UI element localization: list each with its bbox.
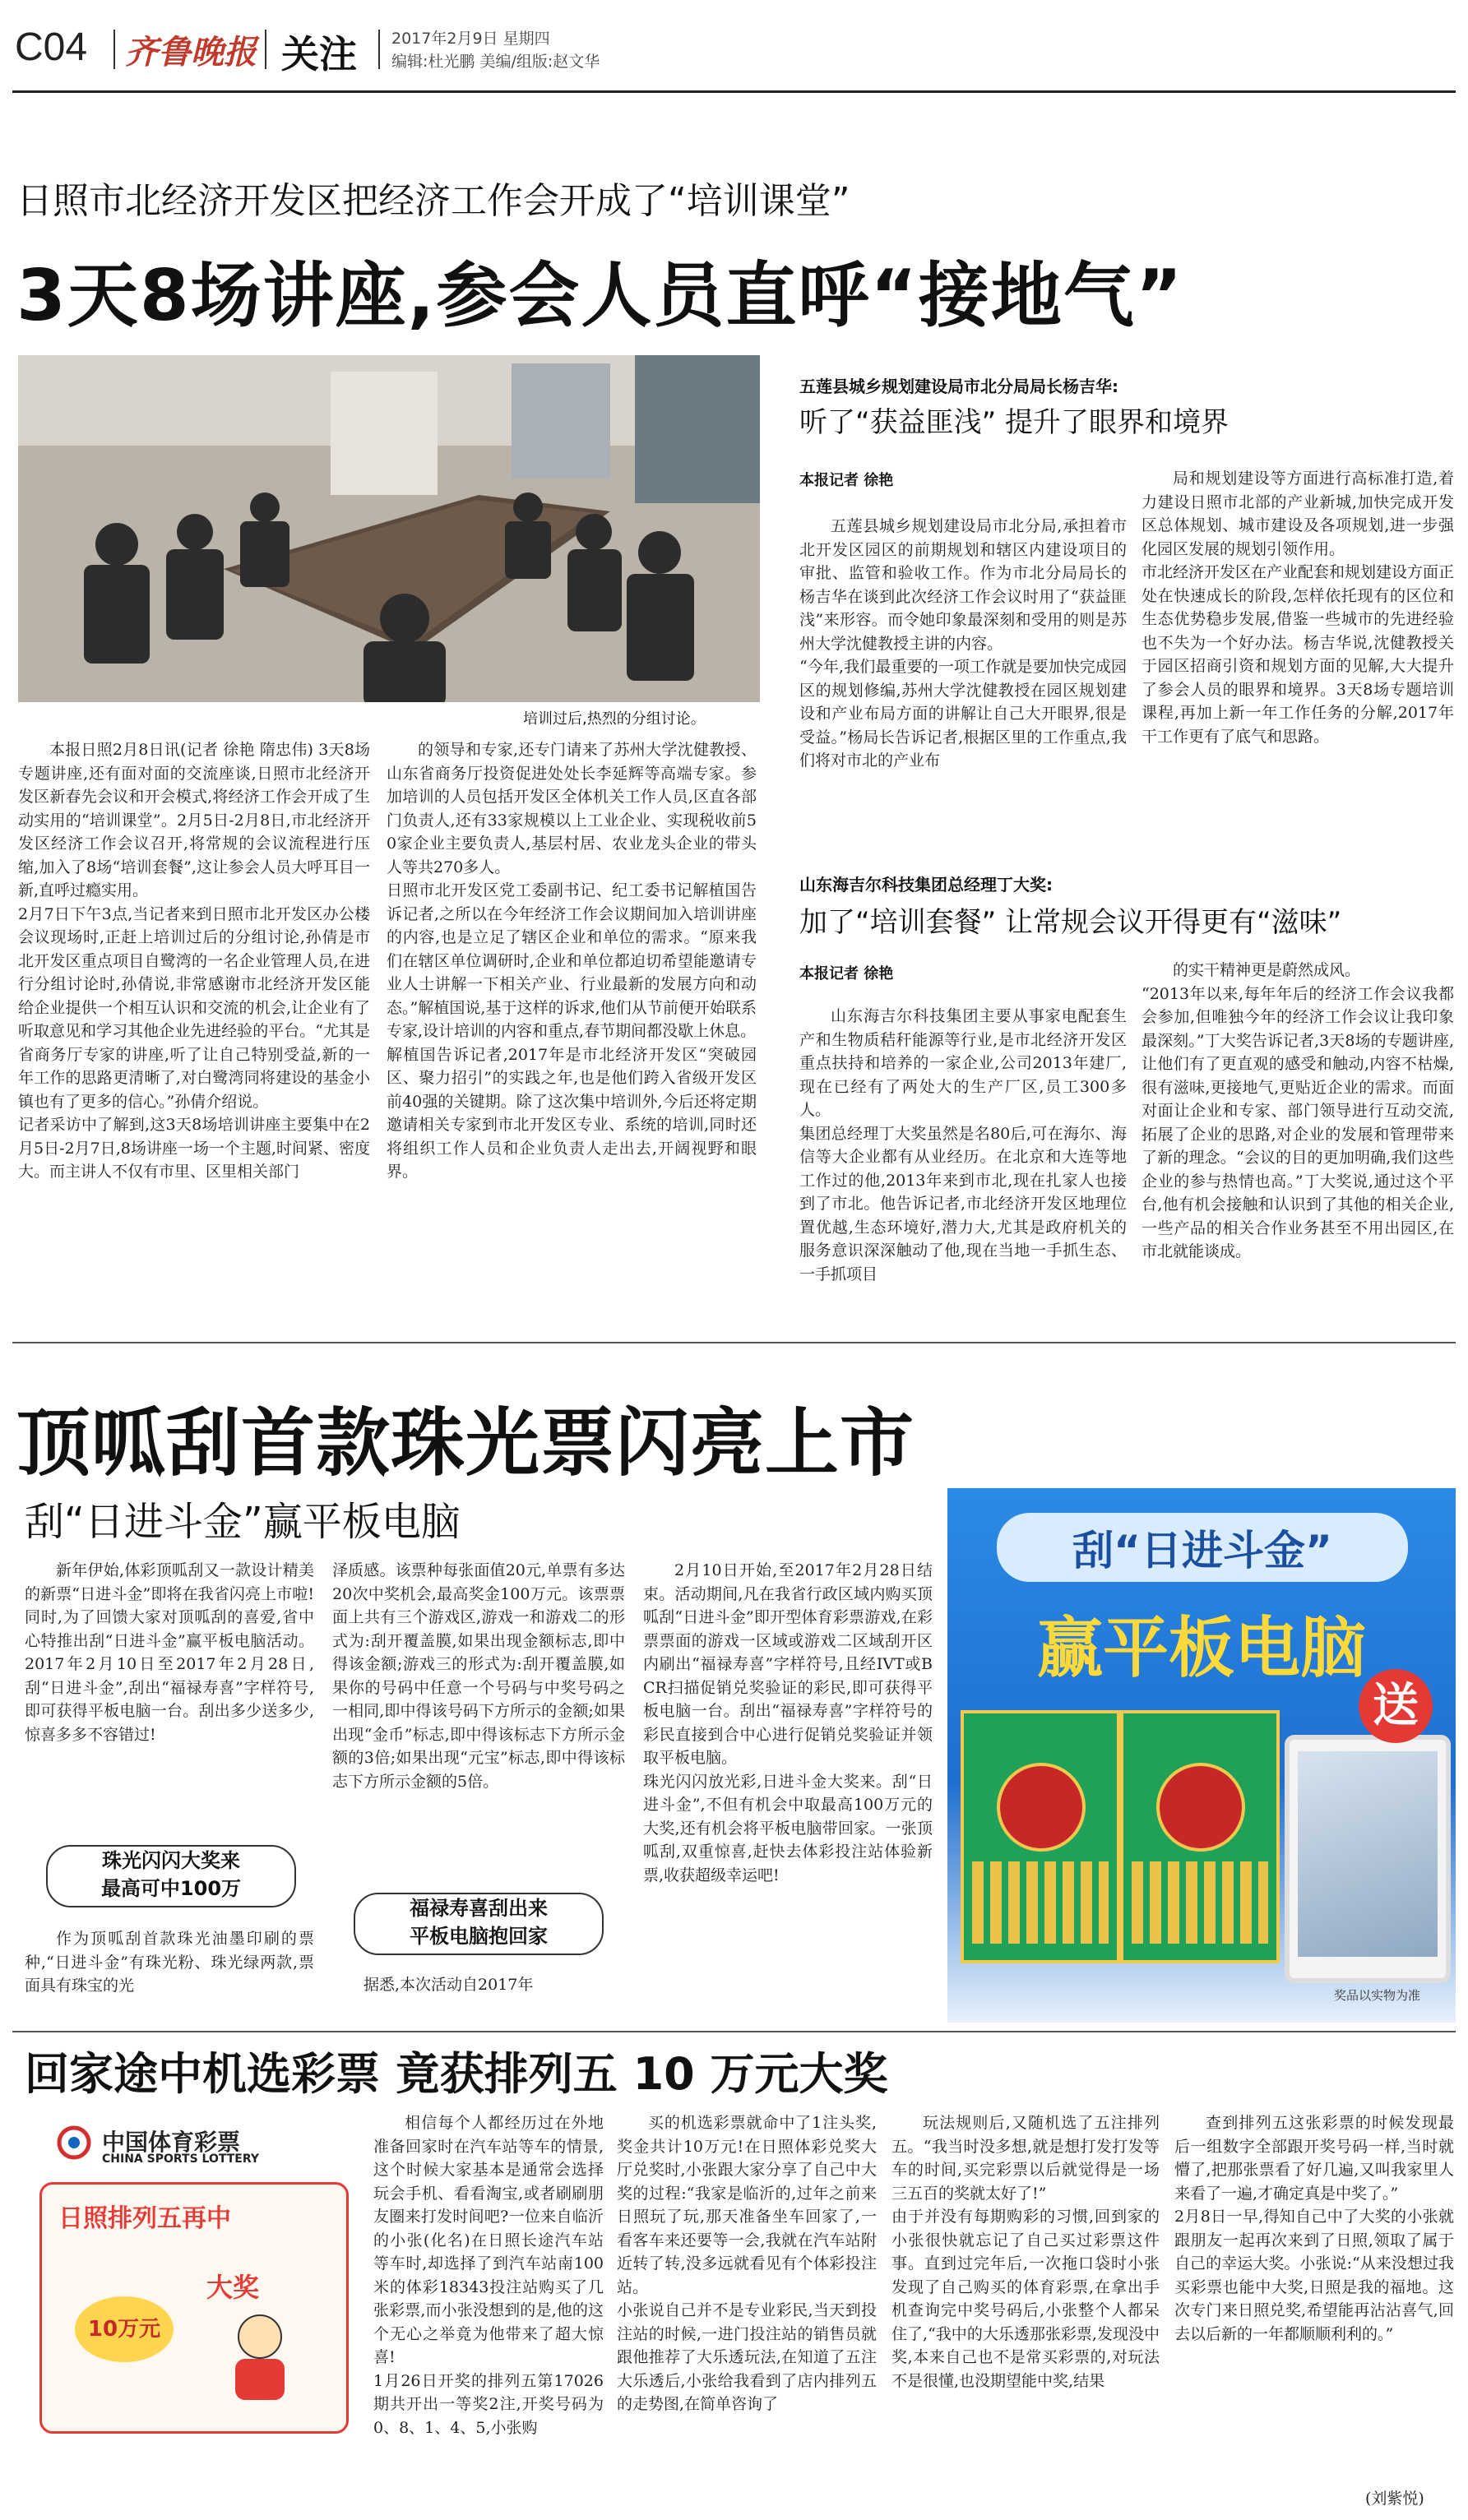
- story1-body-col1: 本报日照2月8日讯(记者 徐艳 隋忠伟) 3天8场专题讲座,还有面对面的交流座谈,日照市北经济开发区新春先会议和开会模式,将经济工作会开成了生动实用的“培训课堂”。2月5日-2月8日,市北经济开发区经济工作会议召开,将常规的会议流程进行压缩,加入了8场“培训套餐”,这让参会人员大呼耳目一新,直呼过瘾实用。 2月7日下午3点,当记者来到日照市北开发区办公楼会议现场时,正赶上培训过后的分组讨论,孙倩是市北开发区重点项目自鹭湾的一名企业管理人员,在进行分组讨论时,孙倩说,非常感谢市北经济开发区能给企业提供一个相互认识和交流的机会,让企业有了听取意见和学习其他企业先进经验的平台。“尤其是省商务厅专家的讲座,听了让自己特别受益,新的一年工作的思路更清晰了,对白鹭湾同将建设的基金小镇也有了更多的信心。”孙倩介绍说。 记者采访中了解到,这3天8场培训讲座主要集中在2月5日-2月7日,8场讲座一场一个主题,时间紧、密度大。而主讲人不仅有市里、区里相关部门: [18, 741, 370, 1181]
- pill2-line2: 平板电脑抱回家: [410, 1925, 548, 1948]
- section-name: 关注: [281, 32, 357, 76]
- side1-col2: 局和规划建设等方面进行高标准打造,着力建设日照市北部的产业新城,加快完成开发区总体规划、城市建设及各项规划,进一步强化园区发展的规划引领作用。 市北经济开发区在产业配套和规划建设方面正处在快速成长的阶段,怎样依托现有的区位和生态优势稳步发展,借鉴一些城市的先进经验也不失为一个好办法。杨吉华说,沈健教授关于园区招商引资和规划方面的见解,大大提升了参会人员的眼界和境界。3天8场专题培训课程,再加上新一年工作任务的分解,2017年干工作更有了底气和思路。: [1142, 469, 1454, 746]
- logo-en: CHINA SPORTS LOTTERY: [102, 2152, 259, 2166]
- side2-byline: 本报记者 徐艳: [799, 965, 894, 983]
- story1-kicker: 日照市北经济开发区把经济工作会开成了“培训课堂”: [16, 180, 850, 222]
- story3-col4: 查到排列五这张彩票的时候发现最后一组数字全部跟开奖号码一样,当时就懵了,把那张票看了好几遍,又叫我家里人来看了一遍,才确定真是中奖了。” 2月8日一早,得知自己中了大奖的小张就跟朋友一起再次来到了日照,领取了属于自己的幸运大奖。小张说:“从来没想过我买彩票也能中大奖,日照是我的福地。这次专门来日照兑奖,希望能再沾沾喜气,回去以后新的一年都顺顺利利的。”: [1174, 2114, 1454, 2343]
- tablet-image: [1285, 1735, 1451, 1983]
- story3-col1: 相信每个人都经历过在外地准备回家时在汽车站等车的情景,这个时候大家基本是通常会选择玩会手机、看看淘宝,或者刷刷朋友圈来打发时间吧?一位来自临沂的小张(化名)在日照长途汽车站等车时,却选择了到汽车站南100米的体彩18343投注站购买了几张彩票,而小张没想到的是,他的这个无心之举竟为他带来了超大惊喜! 1月26日开奖的排列五第17026期共开出一等奖2注,开奖号码为0、8、1、4、5,小张购: [373, 2114, 604, 2437]
- editor-credits: 编辑:杜光鹏 美编/组版:赵文华: [391, 53, 600, 71]
- side2-col2: 的实干精神更是蔚然成风。 “2013年以来,每年年后的经济工作会议我都会参加,但唯独今年的经济工作会议让我印象最深刻。”丁大奖告诉记者,3天8场的专题讲座,让他们有了更直观的感受和触动,内容不枯燥,很有滋味,更接地气,更贴近企业的需求。而面对面让企业和专家、部门领导进行互动交流,拓展了企业的思路,对企业的发展和管理带来了新的理念。“会议的目的更加明确,我们这些企业的参与热情也高。”丁大奖说,通过这个平台,他有机会接触和认识到了其他的相关企业,一些产品的相关合作业务甚至不用出园区,在市北就能谈成。: [1142, 961, 1454, 1260]
- pill2-line1: 福禄寿喜刮出来: [410, 1897, 548, 1920]
- lottery-logo-icon: [56, 2125, 92, 2161]
- lottery-logo-panel: [23, 2115, 360, 2448]
- side1-kicker: 五莲县城乡规划建设局市北分局局长杨吉华:: [799, 377, 1118, 396]
- ad-subtitle: 赢平板电脑: [1037, 1610, 1366, 1686]
- meeting-illustration: [18, 355, 760, 702]
- pill-pearl-prize: [46, 1845, 296, 1907]
- story2-col2: 泽质感。该票种每张面值20元,单票有多达20次中奖机会,最高奖金100万元。该票票面上共有三个游戏区,游戏一和游戏二的形式为:刮开覆盖膜,如果出现金额标志,即中得该金额;游戏三的形式为:刮开覆盖膜,如果你的号码中任意一个号码与中奖号码之一相同,即中得该号码下方所示的金额;如果出现“金币”标志,即中得该标志下方所示金额的3倍;如果出现“元宝”标志,即中得该标志下方所示金额的5倍。: [332, 1561, 625, 1791]
- pill1-line1: 珠光闪闪大奖来: [102, 1849, 240, 1872]
- cartoon-figure: [215, 2308, 305, 2407]
- logo-cn: 中国体育彩票: [102, 2129, 241, 2156]
- lottery-ad: [947, 1488, 1456, 2023]
- side1-col1: 五莲县城乡规划建设局市北分局,承担着市北开发区园区的前期规划和辖区内建设项目的审批、监管和验收工作。作为市北分局局长的杨吉华在谈到此次经济工作会议时用了“获益匪浅”来形容。而令她印象最深刻和受用的则是苏州大学沈健教授主讲的内容。 “今年,我们最重要的一项工作就是要加快完成园区的规划修编,苏州大学沈健教授在园区规划建设和产业布局方面的讲解让自己大开眼界,很是受益。”杨局长告诉记者,根据区里的工作重点,我们将对市北的产业布: [799, 517, 1127, 770]
- ad-note: 奖品以实物为准: [1334, 1988, 1421, 2003]
- story3-credit: (刘紫悦): [1365, 2490, 1424, 2508]
- story1-headline: 3天8场讲座,参会人员直呼“接地气”: [16, 255, 1184, 337]
- promo-banner: 日照排列五再中: [58, 2204, 231, 2233]
- side2-col1: 山东海吉尔科技集团主要从事家电配套生产和生物质秸秆能源等行业,是市北经济开发区重点扶持和培养的一家企业,公司2013年建厂,现在已经有了两处大的生产厂区,员工300多人。 集团总经理丁大奖虽然是名80后,可在海尔、海信等大企业都有从业经历。在北京和大连等地工作过的他,2013年来到市北,现在扎家人也接到了市北。他告诉记者,市北经济开发区地理位置优越,生态环境好,潜力大,尤其是政府机关的服务意识深深触动了他,现在当地一手抓生态、一手抓项目: [799, 1007, 1127, 1283]
- section-divider-2: [12, 2031, 1456, 2032]
- story2-col3: 2月10日开始,至2017年2月28日结束。活动期间,凡在我省行政区域内购买顶呱刮“日进斗金”即开型体育彩票游戏,在彩票票面的游戏一区域或游戏二区域刮开区内刷出“福禄寿喜”字样符号,且经IVT或BCR扫描促销兑奖验证的彩民,即可获得平板电脑一台。刮出“福禄寿喜”字样符号的彩民直接到合中心进行促销兑奖验证并领取平板电脑。 珠光闪闪放光彩,日进斗金大奖来。刮“日进斗金”,不但有机会中取最高100万元的大奖,还有机会将平板电脑带回家。一张顶呱刮,双重惊喜,赶快去体彩投注站体验新票,收获超级幸运吧!: [643, 1561, 933, 1884]
- pill-tablet-prize: [354, 1893, 604, 1955]
- story2-subhead: 刮“日进斗金”赢平板电脑: [25, 1499, 461, 1545]
- story3-col2: 买的机选彩票就命中了1注头奖,奖金共计10万元!在日照体彩兑奖大厅兑奖时,小张跟大家分享了自己中大奖的过程:“我家是临沂的,过年之前来日照玩了玩,那天准备坐车回家了,一看客车来还要等一会,我就在汽车站附近转了转,没多远就看见有个体彩投注站。 小张说自己并不是专业彩民,当天到投注站的时候,一进门投注站的销售员就跟他推荐了大乐透玩法,在知道了五注大乐透后,小张给我看到了店内排列五的走势图,在简单咨询了: [617, 2114, 877, 2413]
- issue-date: 2017年2月9日 星期四: [391, 30, 550, 48]
- story2-col2b: 据悉,本次活动自2017年: [364, 1976, 534, 1994]
- story2-headline: 顶呱刮首款珠光票闪亮上市: [16, 1400, 915, 1487]
- coin-badge: 10万元: [75, 2296, 174, 2362]
- story2-col1b: 作为顶呱刮首款珠光油墨印刷的票种,“日进斗金”有珠光粉、珠光绿两款,票面具有珠宝的光: [25, 1930, 314, 1995]
- side1-title: 听了“获益匪浅” 提升了眼界和境界: [799, 406, 1230, 439]
- story2-col1: 新年伊始,体彩顶呱刮又一款设计精美的新票“日进斗金”即将在我省闪亮上市啦!同时,为了回馈大家对顶呱刮的喜爱,省中心特推出刮“日进斗金”赢平板电脑活动。2017年2月10日至2017年2月28日,刮“日进斗金”,刮出“福禄寿喜”字样符号,即可获得平板电脑一台。刮出多少送多少,惊喜多多不容错过!: [25, 1561, 314, 1744]
- meeting-photo: [18, 355, 760, 702]
- ad-send-badge: 送: [1359, 1669, 1433, 1743]
- promo-card: [39, 2182, 349, 2434]
- pill1-line2: 最高可中100万: [100, 1877, 242, 1900]
- paper-logo: 齐鲁晚报: [125, 33, 257, 72]
- ticket-left: [961, 1710, 1120, 1963]
- page-number: C04: [15, 25, 88, 69]
- story1-body-col2: 的领导和专家,还专门请来了苏州大学沈健教授、山东省商务厅投资促进处处长李延辉等高端专家。参加培训的人员包括开发区全体机关工作人员,区直各部门负责人,还有33家规模以上工业企业、实现税收前50家企业主要负责人,基层村居、农业龙头企业的带头人等共270多人。 日照市北开发区党工委副书记、纪工委书记解植国告诉记者,之所以在今年经济工作会议期间加入培训讲座的内容,也是立足了辖区企业和单位的需求。“原来我们在辖区单位调研时,企业和单位都迫切希望能邀请专业人士讲解一下相关产业、行业最新的发展方向和动态。”解植国说,基于这样的诉求,他们从节前便开始联系专家,设计培训的内容和重点,春节期间都没歇上休息。 解植国告诉记者,2017年是市北经济开发区“突破园区、聚力招引”的实践之年,也是他们跨入省级开发区前40强的关键期。除了这次集中培训外,今后还将定期邀请相关专家到市北开发区专业、系统的培训,同时还将组织工作人员和企业负责人走出去,开阔视野和眼界。: [387, 741, 757, 1181]
- ticket-right: [1120, 1710, 1280, 1963]
- story3-col3: 玩法规则后,又随机选了五注排列五。“我当时没多想,就是想打发打发等车的时间,买完彩票以后就觉得是一场三五百的奖就太好了!” 由于并没有每期购彩的习惯,回到家的小张很快就忘记了自己买过彩票这件事。直到过完年后,一次拖口袋时小张发现了自己购买的体育彩票,在拿出手机查询完中奖号码后,小张整个人都呆住了,“我中的大乐透那张彩票,发现没中奖,本来自己也不是常买彩票的,对玩法不是很懂,也没期望能中奖,结果: [891, 2114, 1160, 2390]
- ad-title: 刮“日进斗金”: [997, 1513, 1408, 1582]
- side2-kicker: 山东海吉尔科技集团总经理丁大奖:: [799, 875, 1053, 895]
- side2-title: 加了“培训套餐” 让常规会议开得更有“滋味”: [799, 906, 1342, 939]
- photo-caption: 培训过后,热烈的分组讨论。: [523, 710, 706, 728]
- story3-headline: 回家途中机选彩票 竟获排列五 10 万元大奖: [25, 2048, 888, 2100]
- side1-byline: 本报记者 徐艳: [799, 472, 894, 489]
- section-divider-1: [12, 1342, 1456, 1343]
- prize-label: 大奖: [206, 2272, 260, 2303]
